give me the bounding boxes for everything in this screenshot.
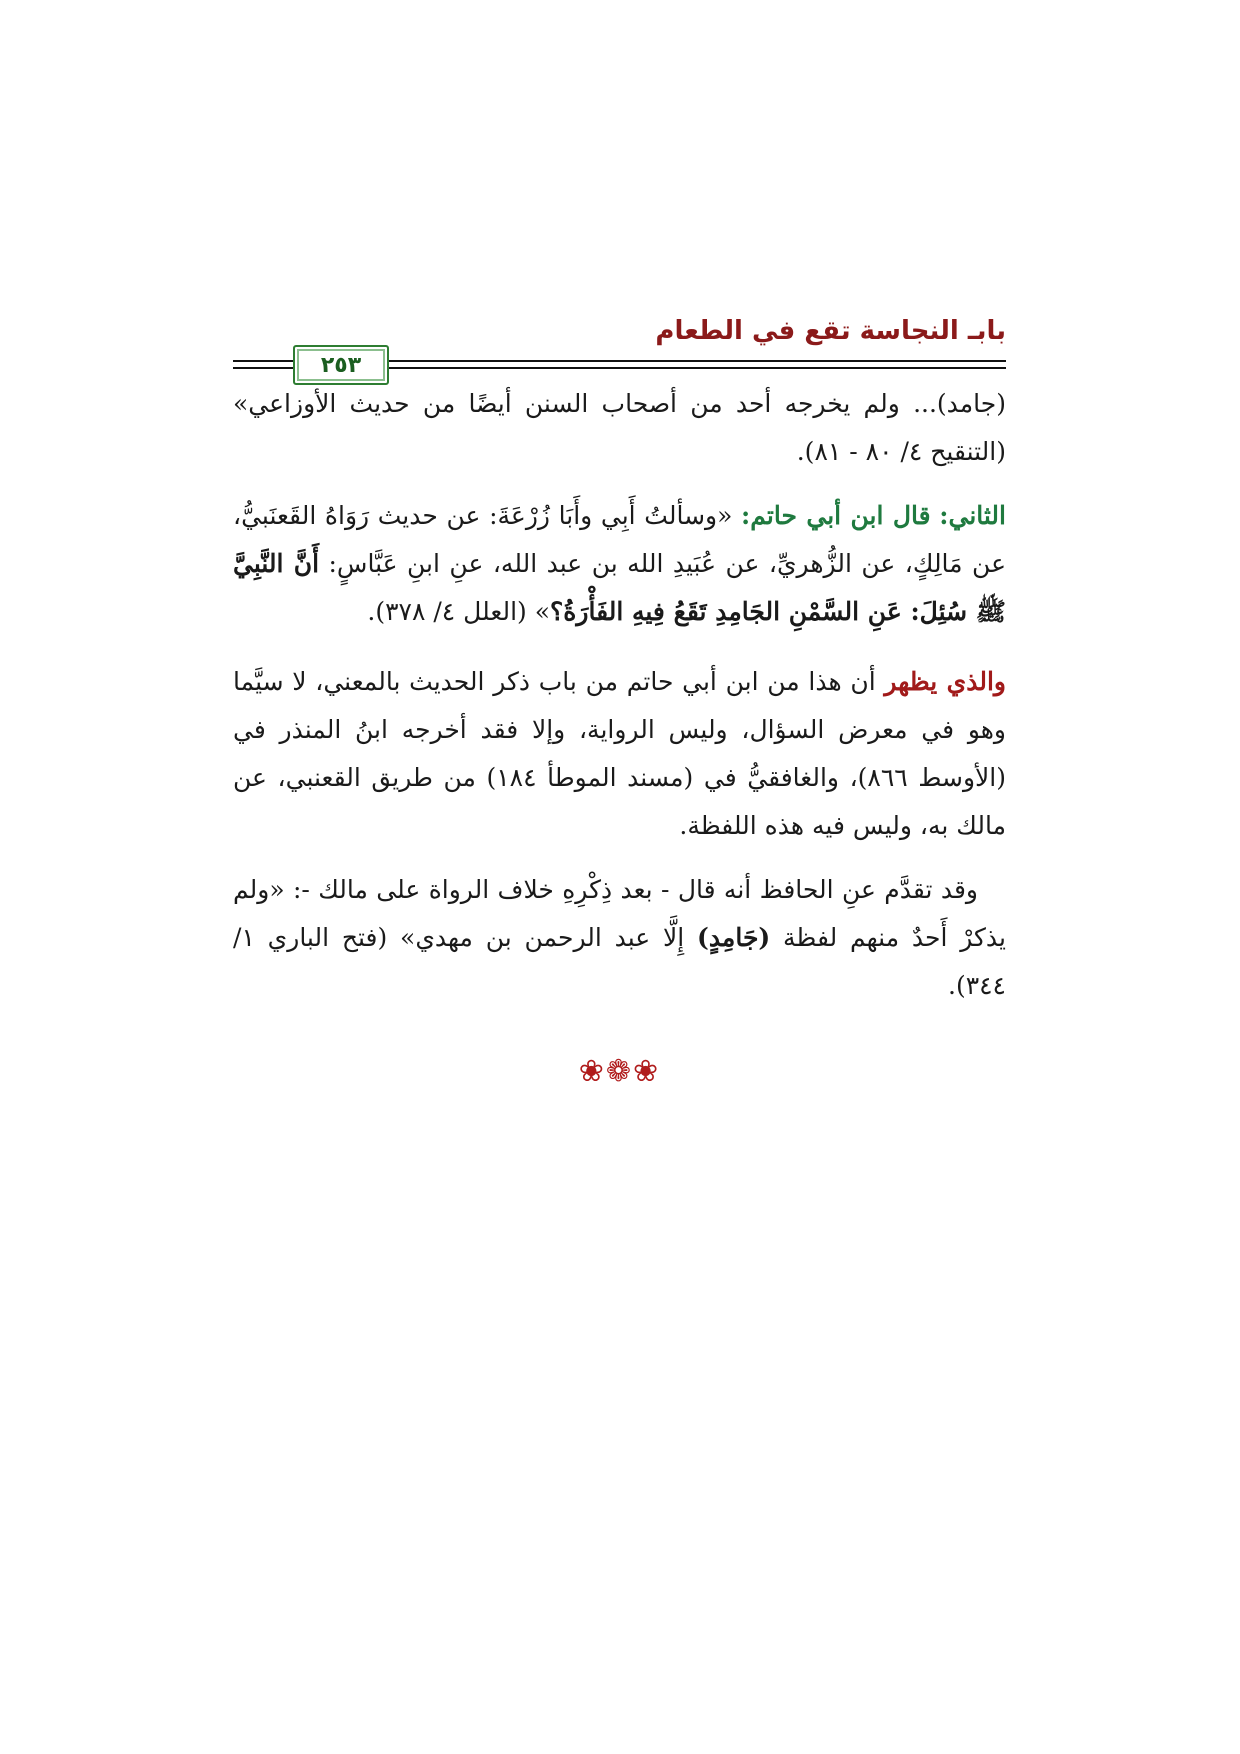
book-page	[233, 300, 1006, 1089]
paragraph-3-text: أن هذا من ابن أبي حاتم من باب ذكر الحديث بالمعني، لا سيَّما وهو في معرض السؤال، وليس الرواية، وإلا فقد أخرجه ابنُ المنذر في (الأوسط ٨٦٦)، والغافقيُّ في (مسند الموطأ ١٨٤) من طريق القعنبي، عن مالك به، وليس فيه هذه اللفظة.	[233, 667, 1006, 840]
paragraph-3	[233, 658, 1006, 850]
paragraph-2	[233, 492, 1006, 636]
quote-text: «وسألتُ أَبِي وأَبَا زُرْعَةَ: عن حديث رَوَاهُ القَعنَبيُّ، عن مَالِكٍ، عن الزُّهريِّ، عن عُبَيدِ الله بن عبد الله، عنِ ابنِ عَبَّاسٍ:	[233, 501, 1006, 578]
page-number: ٢٥٣	[320, 352, 362, 378]
citation: » (العلل ٤/ ٣٧٨).	[367, 597, 551, 626]
term-jamid: (جَامِدٍ)	[696, 923, 771, 952]
paragraph-1: (جامد)... ولم يخرجه أحد من أصحاب السنن أيضًا من حديث الأوزاعي» (التنقيح ٤/ ٨٠ - ٨١).	[233, 389, 1006, 466]
ornament-divider: ❀❁❀	[578, 1054, 661, 1089]
label-ibn-abi-hatim: قال ابن أبي حاتم:	[741, 501, 931, 530]
label-apparent: والذي يظهر	[884, 667, 1006, 696]
paragraph-4-text-b: إِلَّا عبد الرحمن بن مهدي» (فتح الباري ١/ ٣٤٤).	[233, 923, 1006, 1000]
paragraph-4-text-a: وقد تقدَّم عنِ الحافظ أنه قال - بعد ذِكْرِهِ خلاف الرواة على مالك -: «ولم يذكرْ أَحدٌ منهم لفظة	[233, 875, 1006, 952]
hadith-text: أَنَّ النَّبِيَّ ﷺ سُئِلَ: عَنِ السَّمْنِ الجَامِدِ تَقَعُ فِيهِ الفَأْرَةُ؟	[233, 549, 1006, 626]
label-second: الثاني:	[939, 501, 1006, 530]
page-number-badge	[293, 345, 389, 385]
body-text	[233, 380, 1006, 1010]
chapter-title: بابـ النجاسة تقع في الطعام	[655, 316, 1006, 346]
paragraph-4	[233, 866, 1006, 1010]
running-header	[233, 300, 1006, 380]
